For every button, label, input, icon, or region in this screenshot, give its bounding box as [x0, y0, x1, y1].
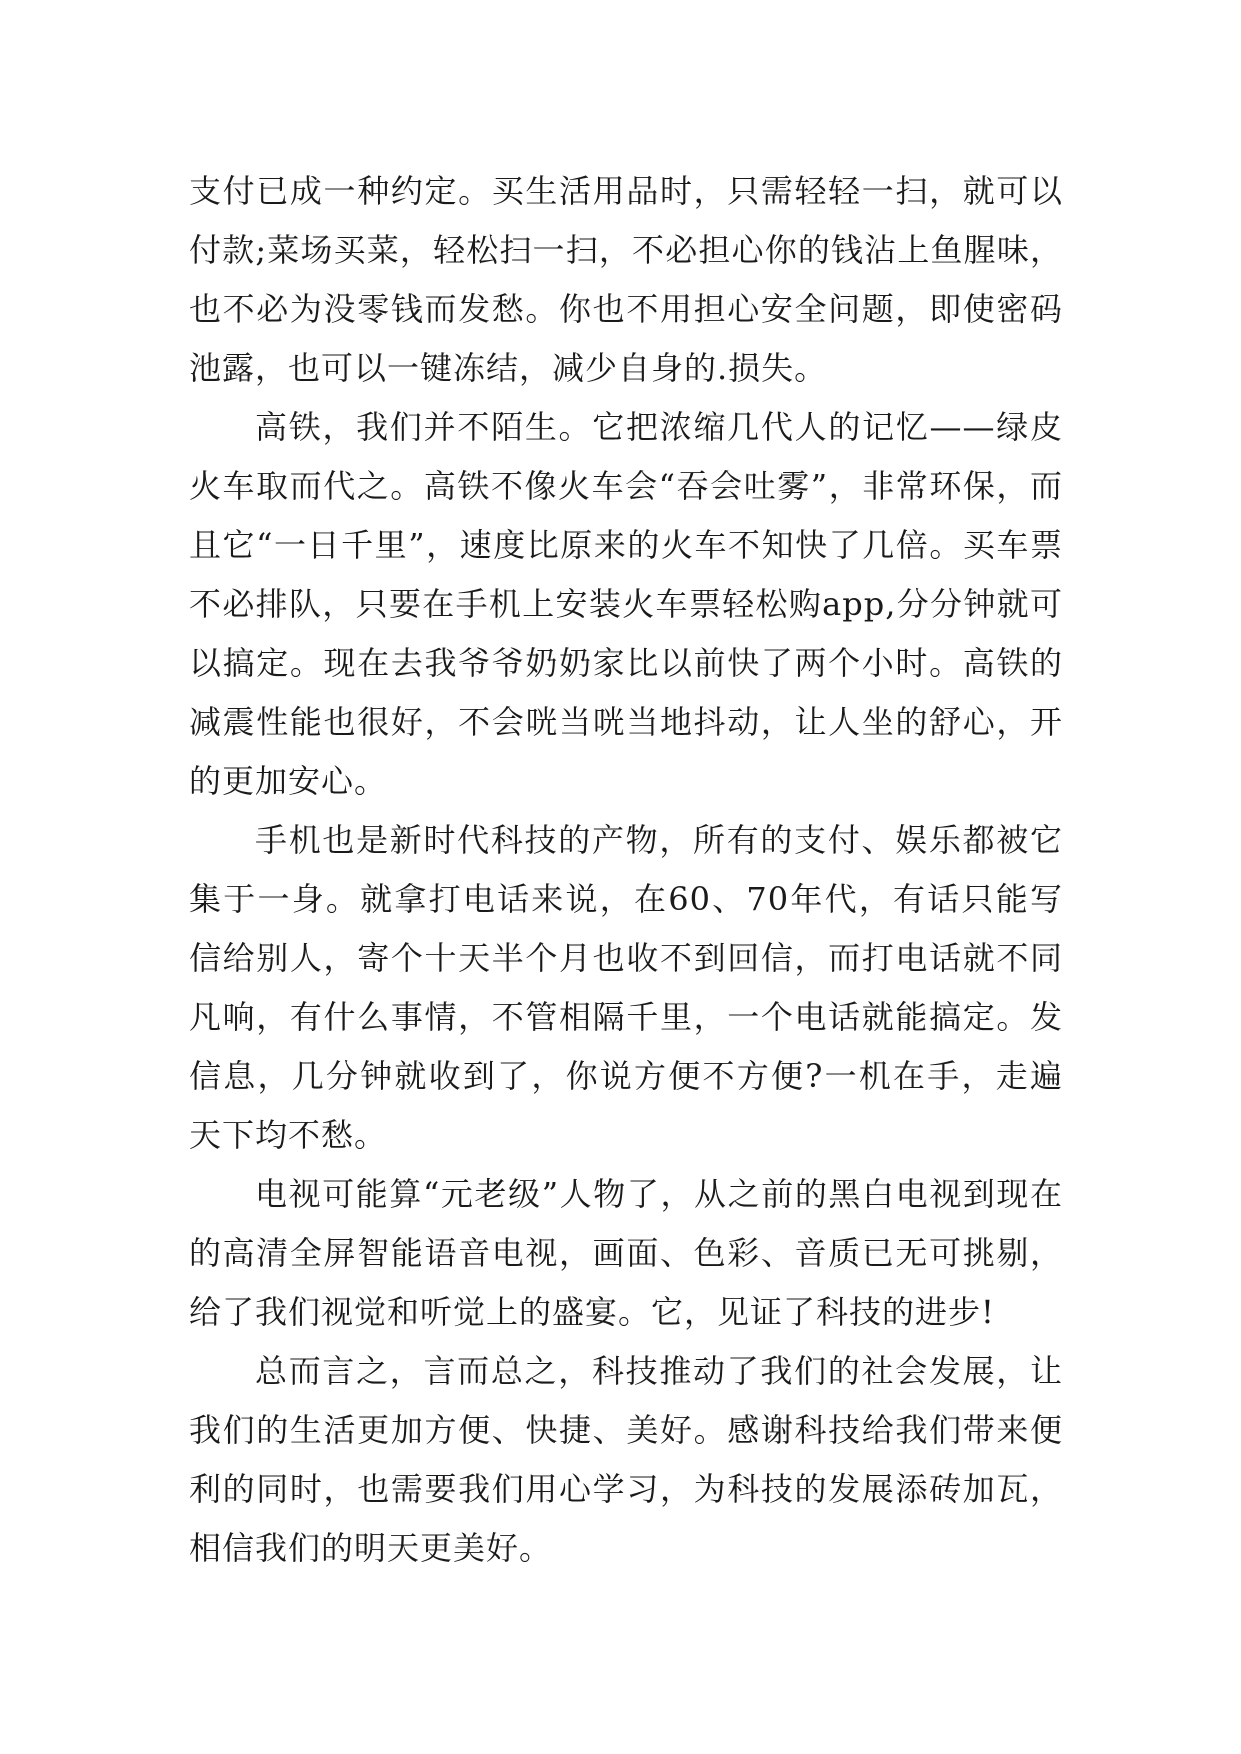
paragraph-mobile-phone: 手机也是新时代科技的产物，所有的支付、娱乐都被它集于一身。就拿打电话来说，在60、70年代，有话只能写信给别人，寄个十天半个月也收不到回信，而打电话就不同凡响，有什么事情，不管相隔千里，一个电话就能搞定。发信息，几分钟就收到了，你说方便不方便?一机在手，走遍天下均不愁。 [189, 821, 1063, 1154]
paragraph-television: 电视可能算“元老级”人物了，从之前的黑白电视到现在的高清全屏智能语音电视，画面、色彩、音质已无可挑剔，给了我们视觉和听觉上的盛宴。它，见证了科技的进步! [189, 1175, 1063, 1331]
paragraph-payment: 支付已成一种约定。买生活用品时，只需轻轻一扫，就可以付款;菜场买菜，轻松扫一扫，不必担心你的钱沾上鱼腥味，也不必为没零钱而发愁。你也不用担心安全问题，即使密码池露，也可以一键冻结，减少自身的.损失。 [189, 172, 1063, 387]
document-body [189, 162, 1063, 1578]
paragraph-conclusion: 总而言之，言而总之，科技推动了我们的社会发展，让我们的生活更加方便、快捷、美好。感谢科技给我们带来便利的同时，也需要我们用心学习，为科技的发展添砖加瓦，相信我们的明天更美好。 [189, 1352, 1063, 1567]
paragraph-high-speed-rail: 高铁，我们并不陌生。它把浓缩几代人的记忆——绿皮火车取而代之。高铁不像火车会“吞会吐雾”，非常环保，而且它“一日千里”，速度比原来的火车不知快了几倍。买车票不必排队，只要在手机上安装火车票轻松购app,分分钟就可以搞定。现在去我爷爷奶奶家比以前快了两个小时。高铁的减震性能也很好，不会咣当咣当地抖动，让人坐的舒心，开的更加安心。 [189, 408, 1063, 800]
